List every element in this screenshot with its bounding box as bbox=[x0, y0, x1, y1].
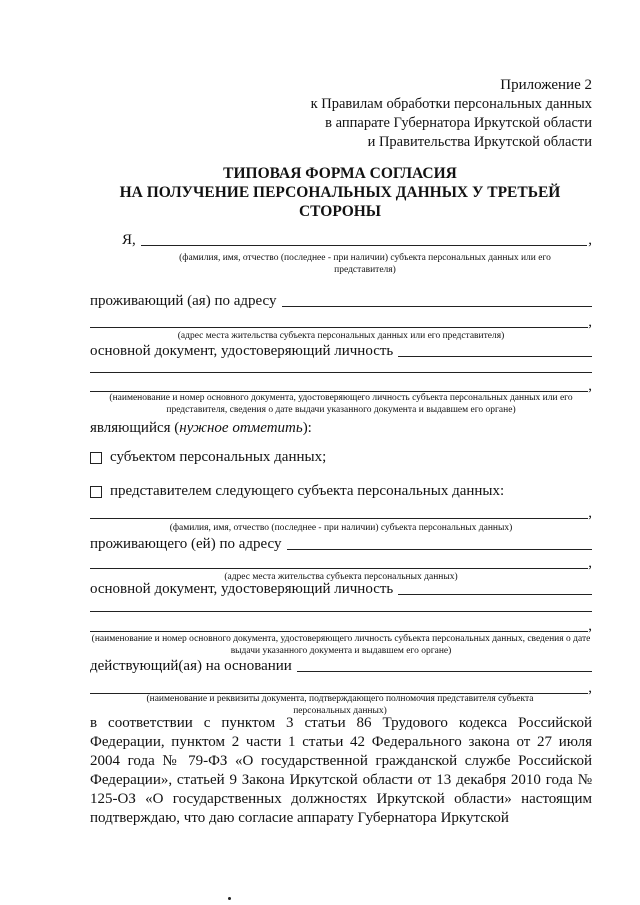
applicant-address-row bbox=[90, 293, 592, 310]
applicant-name-label: Я, bbox=[122, 232, 136, 248]
comma: , bbox=[588, 505, 592, 521]
option-representative-label: представителем следующего субъекта персональных данных: bbox=[110, 483, 505, 499]
applicant-name-hint: (фамилия, имя, отчество (последнее - при наличии) субъекта персональных данных или его представителя) bbox=[179, 253, 551, 275]
appendix-number: Приложение 2 bbox=[500, 77, 592, 93]
basis-label: действующий(ая) на основании bbox=[90, 658, 292, 674]
role-prompt-emphasis: нужное отметить bbox=[179, 420, 303, 436]
subject-address-hint: (адрес места жительства субъекта персональных данных) bbox=[224, 572, 458, 582]
subject-document-field[interactable] bbox=[398, 582, 592, 595]
basis-field[interactable] bbox=[297, 659, 592, 672]
applicant-address-label: проживающий (ая) по адресу bbox=[90, 293, 277, 309]
subject-name-field[interactable] bbox=[90, 505, 592, 522]
applicant-document-label: основной документ, удостоверяющий личность bbox=[90, 343, 394, 359]
applicant-name-field[interactable] bbox=[141, 233, 587, 246]
comma: , bbox=[588, 378, 592, 394]
applicant-address-hint: (адрес места жительства субъекта персональных данных или его представителя) bbox=[177, 331, 505, 341]
comma: , bbox=[588, 618, 592, 634]
option-subject[interactable] bbox=[90, 449, 326, 466]
comma: , bbox=[588, 232, 592, 248]
title-line: НА ПОЛУЧЕНИЕ ПЕРСОНАЛЬНЫХ ДАННЫХ У ТРЕТЬЕЙ bbox=[119, 184, 561, 201]
title-line: СТОРОНЫ bbox=[298, 203, 382, 220]
applicant-address-field[interactable] bbox=[282, 294, 592, 307]
appendix-line: и Правительства Иркутской области bbox=[367, 134, 592, 150]
option-subject-label: субъектом персональных данных; bbox=[110, 449, 327, 465]
subject-address-row bbox=[90, 536, 592, 553]
applicant-name-row bbox=[122, 232, 592, 249]
subject-address-label: проживающего (ей) по адресу bbox=[90, 536, 282, 552]
comma: , bbox=[588, 680, 592, 696]
basis-hint: (наименование и реквизиты документа, подтверждающего полномочия представителя субъекта персональных данных) bbox=[146, 694, 534, 716]
applicant-address-line2[interactable] bbox=[90, 314, 592, 331]
subject-document-row bbox=[90, 581, 592, 598]
role-prompt bbox=[90, 420, 592, 437]
subject-document-hint: (наименование и номер основного документа, удостоверяющего личность субъекта персональных данных, сведения о дате выдачи указанного документа и выдавшем его органе) bbox=[91, 634, 591, 656]
applicant-document-hint: (наименование и номер основного документа, удостоверяющего личность субъекта персональных данных или его представителя, сведения о дате выдачи указанного документа и выдавшем его органе) bbox=[109, 393, 573, 415]
basis-row bbox=[90, 658, 592, 675]
checkbox-subject[interactable] bbox=[90, 452, 102, 464]
subject-address-line2[interactable] bbox=[90, 555, 592, 572]
applicant-document-field[interactable] bbox=[398, 344, 592, 357]
appendix-line: в аппарате Губернатора Иркутской области bbox=[325, 115, 592, 131]
appendix-header bbox=[311, 76, 592, 152]
role-prompt-text: ): bbox=[302, 420, 312, 436]
role-prompt-text: являющийся ( bbox=[90, 420, 180, 436]
comma: , bbox=[588, 555, 592, 571]
applicant-document-line2[interactable] bbox=[90, 372, 592, 373]
consent-paragraph: в соответствии с пунктом 3 статьи 86 Трудового кодекса Российской Федерации, пунктом 2 части 1 статьи 42 Федерального закона от 27 июля 2004 года № 79-ФЗ «О государственной гражданской службе Российской Федерации», статьей 9 Закона Иркутской области от 13 декабря 2010 года № 125-ОЗ «О государственных должностях Иркутской области» настоящим подтверждаю, что даю согласие аппарату Губернатора Иркутской bbox=[90, 715, 592, 826]
form-title bbox=[80, 164, 600, 221]
scan-dot bbox=[228, 897, 231, 900]
subject-document-line2[interactable] bbox=[90, 611, 592, 612]
applicant-document-row bbox=[90, 343, 592, 360]
subject-document-label: основной документ, удостоверяющий личность bbox=[90, 581, 394, 597]
appendix-line: к Правилам обработки персональных данных bbox=[310, 96, 592, 112]
subject-address-field[interactable] bbox=[287, 537, 592, 550]
checkbox-representative[interactable] bbox=[90, 486, 102, 498]
option-representative[interactable] bbox=[90, 483, 504, 500]
comma: , bbox=[588, 314, 592, 330]
subject-name-hint: (фамилия, имя, отчество (последнее - при наличии) субъекта персональных данных) bbox=[169, 523, 513, 533]
title-line: ТИПОВАЯ ФОРМА СОГЛАСИЯ bbox=[223, 165, 457, 182]
